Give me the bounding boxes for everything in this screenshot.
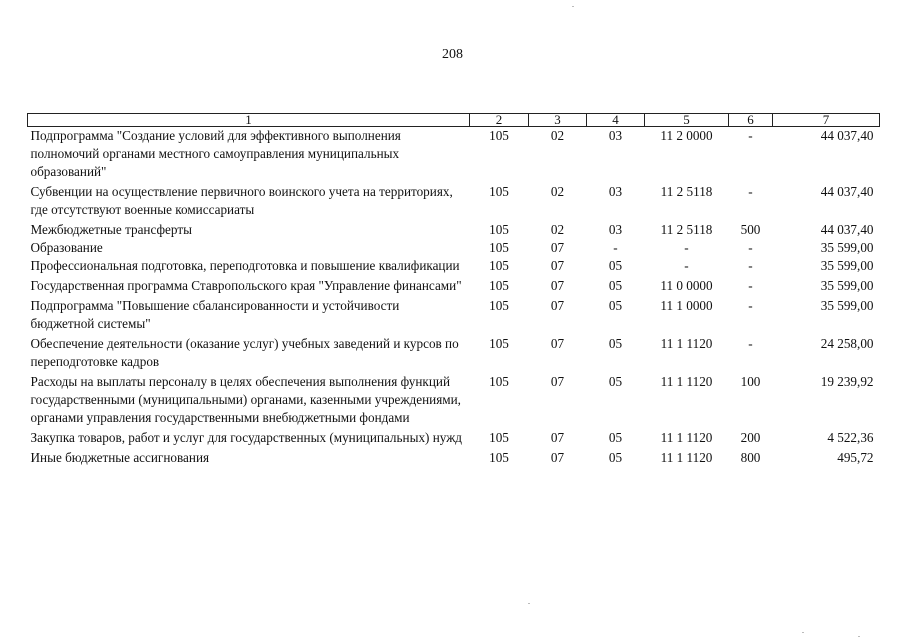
- column-header-3: 3: [529, 114, 587, 127]
- row-code-6: -: [748, 184, 753, 199]
- row-code-4: 05: [608, 374, 623, 389]
- row-amount: 4 522,36: [827, 430, 874, 445]
- table-row: [28, 257, 880, 277]
- row-amount: 35 599,00: [820, 278, 874, 293]
- column-header-5: 5: [645, 114, 729, 127]
- row-name: Государственная программа Ставропольского края "Управление финансами": [30, 278, 462, 293]
- row-code-3: 07: [550, 450, 565, 465]
- row-code-4: 05: [608, 258, 623, 273]
- row-code-2: 105: [489, 450, 509, 465]
- row-code-3: 07: [550, 336, 565, 351]
- table-row: [28, 335, 880, 373]
- row-code-4: 03: [608, 128, 623, 143]
- row-name: Закупка товаров, работ и услуг для государственных (муниципальных) нужд: [30, 430, 463, 445]
- row-amount: 44 037,40: [820, 128, 874, 143]
- row-code-2: 105: [489, 184, 509, 199]
- row-amount: 35 599,00: [820, 258, 874, 273]
- budget-table: [27, 113, 880, 467]
- row-name: Профессиональная подготовка, переподготовка и повышение квалификации: [30, 258, 460, 273]
- row-code-5: 11 1 1120: [660, 450, 713, 465]
- scan-speck: [572, 6, 574, 7]
- row-code-6: -: [748, 278, 753, 293]
- scan-speck: [802, 632, 804, 633]
- row-code-5: 11 2 5118: [660, 184, 713, 199]
- row-code-3: 07: [550, 240, 565, 255]
- row-code-2: 105: [489, 430, 509, 445]
- table-row: [28, 449, 880, 467]
- row-code-3: 02: [550, 184, 565, 199]
- row-code-6: -: [748, 258, 753, 273]
- row-code-2: 105: [489, 336, 509, 351]
- row-code-5: -: [684, 258, 689, 273]
- scan-speck: [528, 603, 530, 604]
- row-code-5: 11 1 1120: [660, 336, 713, 351]
- row-code-2: 105: [489, 258, 509, 273]
- row-code-5: 11 2 0000: [660, 128, 713, 143]
- row-name: Образование: [30, 240, 103, 255]
- row-code-5: -: [684, 240, 689, 255]
- row-code-5: 11 1 1120: [660, 430, 713, 445]
- row-code-3: 07: [550, 258, 565, 273]
- row-name: Субвенции на осуществление первичного воинского учета на территориях, где отсутствуют военные комиссариаты: [30, 184, 453, 217]
- row-code-4: 03: [608, 222, 623, 237]
- table-row: [28, 239, 880, 257]
- row-name: Межбюджетные трансферты: [30, 222, 192, 237]
- row-code-6: 100: [740, 374, 761, 389]
- column-header-4: 4: [587, 114, 645, 127]
- row-code-5: 11 2 5118: [660, 222, 713, 237]
- row-code-6: -: [748, 336, 753, 351]
- table-header-row: [28, 114, 880, 127]
- row-amount: 19 239,92: [820, 374, 874, 389]
- row-code-2: 105: [489, 298, 509, 313]
- column-header-7: 7: [773, 114, 880, 127]
- column-header-2: 2: [470, 114, 529, 127]
- row-amount: 44 037,40: [820, 222, 874, 237]
- row-code-4: 05: [608, 430, 623, 445]
- row-code-6: 500: [740, 222, 761, 237]
- row-code-6: 200: [740, 430, 761, 445]
- table-row: [28, 221, 880, 239]
- row-code-6: -: [748, 240, 753, 255]
- row-amount: 35 599,00: [820, 240, 874, 255]
- row-code-2: 105: [489, 222, 509, 237]
- row-code-4: 05: [608, 450, 623, 465]
- table-row: [28, 373, 880, 429]
- column-header-1: 1: [28, 114, 470, 127]
- row-code-2: 105: [489, 128, 509, 143]
- row-code-5: 11 1 1120: [660, 374, 713, 389]
- row-name: Расходы на выплаты персоналу в целях обеспечения выполнения функций государственными (муниципальными) органами, казенными учреждениями, органами управления государственными внебюджетными фондами: [30, 374, 461, 425]
- row-code-4: 05: [608, 278, 623, 293]
- row-name: Подпрограмма "Повышение сбалансированности и устойчивости бюджетной системы": [30, 298, 400, 331]
- row-code-4: 03: [608, 184, 623, 199]
- row-code-3: 02: [550, 128, 565, 143]
- row-amount: 24 258,00: [820, 336, 874, 351]
- row-amount: 35 599,00: [820, 298, 874, 313]
- row-name: Иные бюджетные ассигнования: [30, 450, 210, 465]
- row-code-3: 07: [550, 298, 565, 313]
- scan-speck: [858, 636, 860, 637]
- row-code-2: 105: [489, 240, 509, 255]
- table-row: [28, 277, 880, 297]
- row-code-6: -: [748, 128, 753, 143]
- table-row: [28, 127, 880, 184]
- row-code-3: 07: [550, 374, 565, 389]
- page-number: 208: [442, 47, 463, 62]
- row-code-2: 105: [489, 278, 509, 293]
- row-code-4: -: [613, 240, 618, 255]
- table-row: [28, 297, 880, 335]
- row-code-5: 11 1 0000: [660, 298, 713, 313]
- table-row: [28, 183, 880, 221]
- row-code-6: -: [748, 298, 753, 313]
- table-row: [28, 429, 880, 449]
- row-amount: 44 037,40: [820, 184, 874, 199]
- column-header-6: 6: [729, 114, 773, 127]
- row-code-2: 105: [489, 374, 509, 389]
- row-code-4: 05: [608, 336, 623, 351]
- row-amount: 495,72: [837, 450, 874, 465]
- row-code-3: 07: [550, 430, 565, 445]
- row-code-6: 800: [740, 450, 761, 465]
- row-code-4: 05: [608, 298, 623, 313]
- row-name: Подпрограмма "Создание условий для эффективного выполнения полномочий органами местного самоуправления муниципальных образований": [30, 128, 401, 179]
- row-code-3: 07: [550, 278, 565, 293]
- row-name: Обеспечение деятельности (оказание услуг) учебных заведений и курсов по переподготовке кадров: [30, 336, 459, 369]
- row-code-5: 11 0 0000: [660, 278, 713, 293]
- row-code-3: 02: [550, 222, 565, 237]
